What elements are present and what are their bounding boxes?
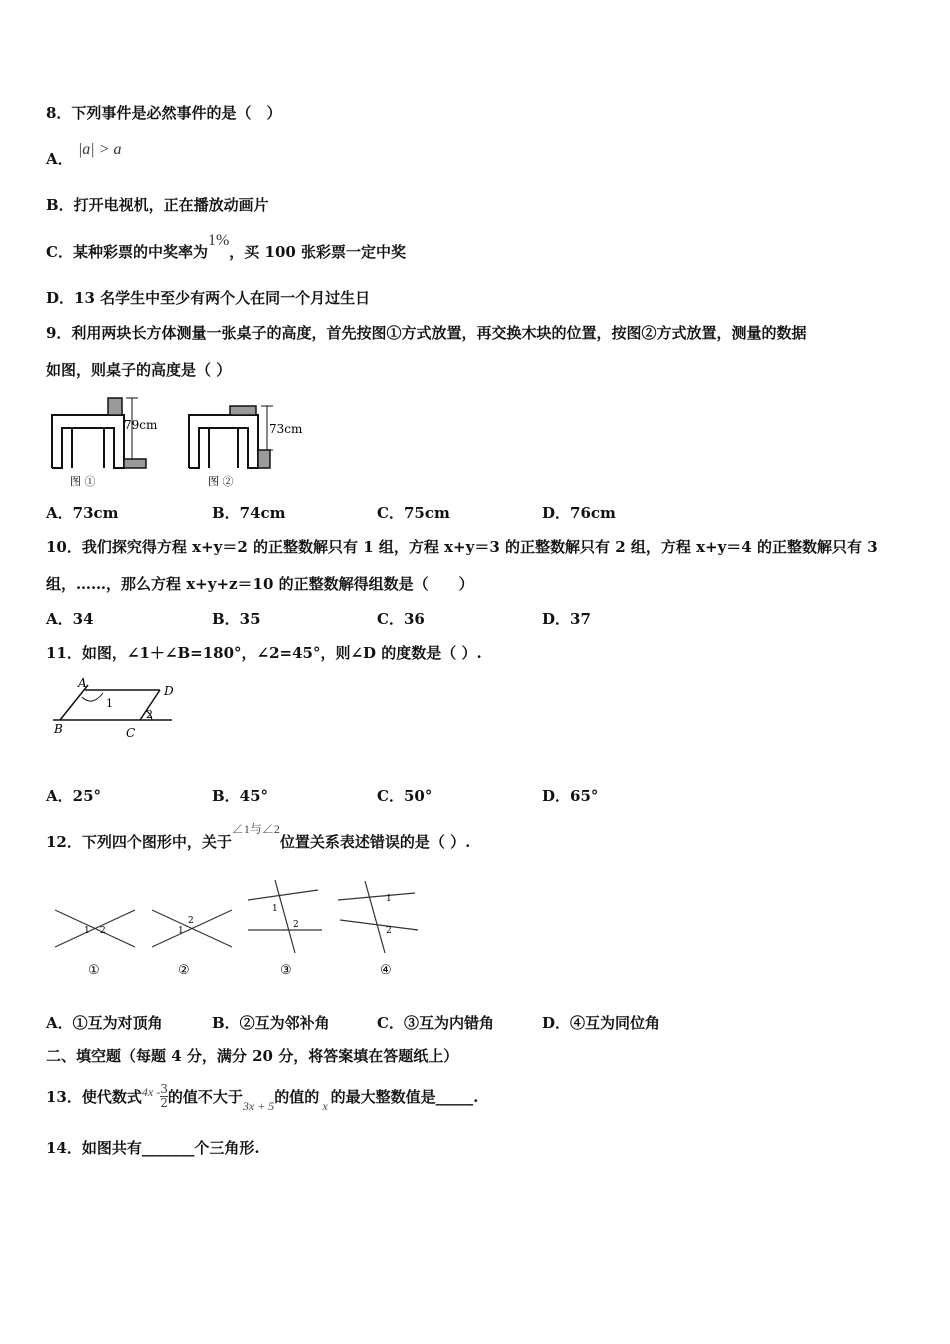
q9-option-a: A．73cm	[46, 504, 119, 522]
q10-stem-line1: 10．我们探究得方程 x+y＝2 的正整数解只有 1 组，方程 x+y＝3 的正整数解只有 2 组，方程 x+y＝4 的正整数解只有 3	[46, 538, 878, 556]
q12-fig4-line-top	[338, 893, 415, 900]
q13-expr1-fraction	[160, 1083, 168, 1110]
q11-label-b: B	[54, 722, 63, 736]
q12-fig1-caption: ①	[88, 963, 100, 978]
q9-option-d: D．76cm	[542, 504, 616, 522]
q12-option-d: D．④互为同位角	[542, 1014, 661, 1032]
q12-fig2	[152, 910, 232, 978]
q14-stem: 14．如图共有_______个三角形.	[46, 1139, 260, 1157]
q12-option-b: B．②互为邻补角	[212, 1014, 330, 1032]
q11-label-a: A	[78, 676, 87, 690]
q12-fig4-transversal	[365, 881, 385, 953]
q9-option-c: C．75cm	[377, 504, 450, 522]
q10-option-c: C．36	[377, 610, 425, 628]
q11-option-d: D．65°	[542, 787, 599, 805]
q9-stem-line2: 如图，则桌子的高度是（ ）	[46, 361, 232, 379]
q11-label-1: 1	[106, 697, 113, 710]
q11-stem: 11．如图，∠1＋∠B=180°，∠2=45°，则∠D 的度数是（ ）.	[46, 644, 482, 662]
q12-fig2-caption: ②	[178, 963, 190, 978]
q12-fig1	[55, 910, 135, 978]
q13-expr1-den: 2	[160, 1095, 168, 1110]
q12-fig3	[248, 880, 322, 978]
q11-option-a: A．25°	[46, 787, 102, 805]
q8-c-math: 1%	[207, 232, 230, 249]
q13-post: 的最大整数值是_____.	[330, 1088, 479, 1106]
q12-fig2-label2: 2	[188, 916, 194, 926]
section2-heading: 二、填空题（每题 4 分，满分 20 分，将答案填在答题纸上）	[46, 1047, 459, 1065]
q8-a-abs: a	[82, 141, 91, 158]
q13-expr1-lead: 4x -	[141, 1085, 161, 1099]
q9-fig2-table	[189, 415, 258, 468]
q9-fig2-block-top	[230, 406, 256, 415]
q12-option-c: C．③互为内错角	[377, 1014, 494, 1032]
q8-c-post: ，买 100 张彩票一定中奖	[229, 243, 407, 261]
q11-label-2: 2	[146, 708, 153, 721]
q8-option-c	[46, 232, 407, 263]
q8-option-d: D．13 名学生中至少有两个人在同一个月过生日	[46, 289, 371, 307]
q12-stem-math: ∠1与∠2	[231, 822, 280, 836]
q9-fig2-block-bottom	[258, 450, 270, 468]
q8-option-b: B．打开电视机，正在播放动画片	[46, 196, 269, 214]
q10-option-d: D．37	[542, 610, 591, 628]
q12-fig3-label1: 1	[272, 904, 278, 914]
q10-option-b: B．35	[212, 610, 261, 628]
q11-label-c: C	[126, 726, 136, 740]
q8-c-pre: C．某种彩票的中奖率为	[46, 243, 208, 261]
q13-mid1: 的值不大于	[167, 1088, 243, 1106]
q12-fig3-label2: 2	[293, 920, 299, 930]
q12-fig2-label1: 1	[178, 926, 184, 936]
q8-a-math: |a| > a	[77, 141, 122, 158]
q12-fig4-label2: 2	[386, 926, 392, 936]
q12-fig3-transversal	[275, 880, 295, 953]
q11-figure	[48, 673, 183, 743]
q9-fig2-measure: 73cm	[269, 422, 303, 436]
q9-fig1-block-bottom	[124, 459, 146, 468]
q11-line-ba	[60, 685, 88, 720]
q12-fig4-caption: ④	[380, 963, 392, 978]
q8-option-a	[46, 141, 122, 170]
q11-label-d: D	[164, 684, 174, 698]
q13-expr2: 3x + 5	[242, 1099, 275, 1113]
q10-option-a: A．34	[46, 610, 94, 628]
q12-fig3-caption: ③	[280, 963, 292, 978]
q9-fig1-block-top	[108, 398, 122, 415]
q13-stem	[46, 1081, 479, 1113]
q9-fig1-caption: 图 ①	[70, 475, 96, 488]
q9-option-b: B．74cm	[212, 504, 286, 522]
q12-fig3-line-top	[248, 890, 318, 900]
q12-fig4-line-bottom	[340, 920, 418, 930]
q13-expr1-num: 3	[160, 1081, 168, 1096]
q8-a-rest: > a	[94, 141, 122, 158]
q12-fig1-label1: 1	[84, 926, 90, 936]
q8-stem: 8．下列事件是必然事件的是（ ）	[46, 104, 282, 122]
q11-option-c: C．50°	[377, 787, 433, 805]
q9-fig1-table	[52, 415, 124, 468]
q12-stem-post: 位置关系表述错误的是（ ）.	[279, 833, 471, 851]
q9-stem-line1: 9．利用两块长方体测量一张桌子的高度，首先按图①方式放置，再交换木块的位置，按图②方式放置，测量的数据	[46, 324, 807, 342]
q13-pre: 13．使代数式	[46, 1088, 142, 1106]
q12-fig1-label2: 2	[100, 926, 106, 936]
q11-option-b: B．45°	[212, 787, 269, 805]
q12-fig4	[338, 881, 418, 978]
q13-mid2: 的值的	[274, 1088, 320, 1106]
q9-fig2-caption: 图 ②	[208, 475, 234, 488]
q9-fig1-measure: 79cm	[124, 418, 158, 432]
q10-stem-line2: 组，……，那么方程 x+y+z＝10 的正整数解得组数是（ ）	[46, 575, 474, 593]
q8-a-label: A．	[46, 150, 73, 168]
q11-angle1-arc	[82, 693, 103, 701]
q9-figure	[44, 393, 324, 493]
q12-fig4-label1: 1	[386, 894, 392, 904]
q12-stem-pre: 12．下列四个图形中，关于	[46, 833, 232, 851]
q12-figures	[50, 875, 430, 985]
q12-option-a: A．①互为对顶角	[46, 1014, 163, 1032]
q13-var: x	[322, 1099, 328, 1113]
